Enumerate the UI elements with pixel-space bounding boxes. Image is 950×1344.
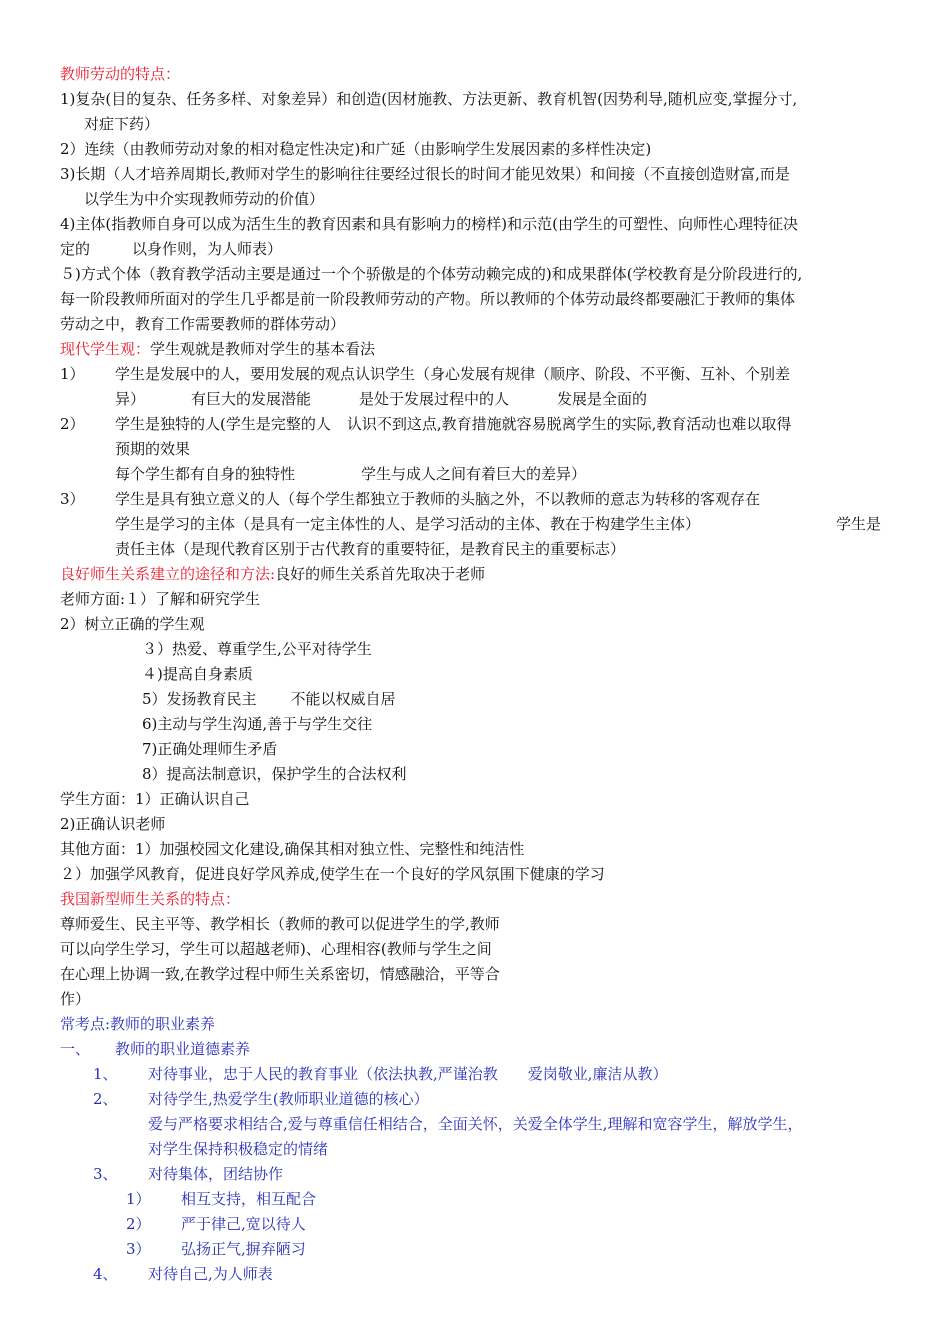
text-line [115,414,791,434]
text-line [115,389,647,409]
definition-text: 学生观就是教师对学生的基本看法 [150,340,376,358]
text-line [142,689,396,709]
text-line: ２）加强学风教育，促进良好学风养成,使学生在一个良好的学风氛围下健康的学习 [60,865,605,883]
text-line: 学生是 [836,515,882,533]
section-heading-teacher-labor: 教师劳动的特点： [60,65,181,83]
subsection-heading: 教师的职业道德素养 [115,1040,251,1058]
text-fragment: 定的 [60,240,91,258]
text-fragment: 对待事业，忠于人民的教育事业（依法执教,严谨治教 [148,1065,498,1083]
text-line: 老师方面:１）了解和研究学生 [60,590,261,608]
text-line: 劳动之中，教育工作需要教师的群体劳动） [60,315,346,333]
text-line: 7)正确处理师生矛盾 [142,740,278,758]
text-line: 弘扬正气,摒弃陋习 [181,1240,306,1258]
section-heading-relationship-methods: 良好师生关系建立的途径和方法: [60,565,276,583]
text-line: 作） [60,990,91,1008]
text-fragment: 学生是独特的人(学生是完整的人 [115,415,331,433]
list-number: 3） [126,1240,151,1258]
list-number: 一、 [60,1040,91,1058]
text-line: 对待学生,热爱学生(教师职业道德的核心） [148,1090,429,1108]
text-line: 2)正确认识老师 [60,815,166,833]
text-line: ４)提高自身素质 [142,665,253,683]
text-line: 2）树立正确的学生观 [60,615,205,633]
text-fragment: 异） [115,390,146,408]
list-number: 2） [60,415,85,433]
text-fragment: 不能以权威自居 [290,690,396,708]
text-fragment: 5）发扬教育民主 [142,690,257,708]
text-line: 8）提高法制意识，保护学生的合法权利 [142,765,407,783]
text-line: 预期的效果 [115,440,191,458]
text-line: 严于律己,宽以待人 [181,1215,306,1233]
text-line: ５)方式个体（教育教学活动主要是通过一个个骄傲是的个体劳动赖完成的)和成果群体(学校教育是分阶段进行的, [60,265,803,283]
text-fragment: 每个学生都有自身的独特性 [115,465,296,483]
section-heading-new-relationship: 我国新型师生关系的特点： [60,890,241,908]
text-line [60,239,282,259]
text-fragment: 爱岗敬业,廉洁从教） [527,1065,668,1083]
text-fragment: 发展是全面的 [557,390,648,408]
text-line: 4)主体(指教师自身可以成为活生生的教育因素和具有影响力的榜样)和示范(由学生的可塑性、向师性心理特征决 [60,215,798,233]
text-line: 学生方面：1）正确认识自己 [60,790,250,808]
text-line: 其他方面：1）加强校园文化建设,确保其相对独立性、完整性和纯洁性 [60,840,525,858]
text-line: 责任主体（是现代教育区别于古代教育的重要特征，是教育民主的重要标志） [115,540,626,558]
text-line: 对学生保持积极稳定的情绪 [148,1140,329,1158]
text-fragment: 是处于发展过程中的人 [359,390,510,408]
text-line: 对待自己,为人师表 [148,1265,273,1283]
text-fragment: 学生与成人之间有着巨大的差异） [361,465,587,483]
text-line: 以学生为中介实现教师劳动的价值） [84,190,325,208]
text-line: 可以向学生学习，学生可以超越老师)、心理相容(教师与学生之间 [60,940,492,958]
text-line [148,1064,668,1084]
text-line: 相互支持，相互配合 [181,1190,317,1208]
list-number: 2） [126,1215,151,1233]
text-line [115,464,586,484]
list-number: 2、 [93,1090,118,1108]
list-number: 4、 [93,1265,118,1283]
list-number: 1） [126,1190,151,1208]
list-number: 1、 [93,1065,118,1083]
section-heading-line [60,564,485,584]
text-line: 对症下药） [84,115,160,133]
section-heading-student-view: 现代学生观： [60,340,151,358]
section-heading-line [60,339,375,359]
text-line: 每一阶段教师所面对的学生几乎都是前一阶段教师劳动的产物。所以教师的个体劳动最终都要融汇于教师的集体 [60,290,796,308]
text-line: ３）热爱、尊重学生,公平对待学生 [142,640,372,658]
text-line: 在心理上协调一致,在教学过程中师生关系密切，情感融洽，平等合 [60,965,500,983]
list-number: 1） [60,365,85,383]
text-line: 3)长期（人才培养周期长,教师对学生的影响往往要经过很长的时间才能见效果）和间接（不直接创造财富,而是 [60,165,790,183]
text-line: 2）连续（由教师劳动对象的相对稳定性决定)和广延（由影响学生发展因素的多样性决定) [60,140,652,158]
section-heading-professional-quality: 常考点:教师的职业素养 [60,1015,216,1033]
heading-tail-text: 良好的师生关系首先取决于老师 [275,565,486,583]
text-line: 学生是具有独立意义的人（每个学生都独立于教师的头脑之外，不以教师的意志为转移的客观存在 [115,490,761,508]
text-line: 爱与严格要求相结合,爱与尊重信任相结合，全面关怀，关爱全体学生,理解和宽容学生，解放学生， [148,1115,803,1133]
text-line: 6)主动与学生沟通,善于与学生交往 [142,715,373,733]
text-fragment: 以身作则，为人师表） [132,240,283,258]
text-line: 尊师爱生、民主平等、教学相长（教师的教可以促进学生的学,教师 [60,915,500,933]
text-line: 对待集体，团结协作 [148,1165,284,1183]
list-number: 3、 [93,1165,118,1183]
text-line: 1)复杂(目的复杂、任务多样、对象差异）和创造(因材施教、方法更新、教育机智(因势利导,随机应变,掌握分寸, [60,90,798,108]
text-fragment: 认识不到这点,教育措施就容易脱离学生的实际,教育活动也难以取得 [346,415,792,433]
text-line: 学生是学习的主体（是具有一定主体性的人、是学习活动的主体、教在于构建学生主体） [115,515,701,533]
text-fragment: 有巨大的发展潜能 [191,390,312,408]
list-number: 3） [60,490,85,508]
text-line: 学生是发展中的人，要用发展的观点认识学生（身心发展有规律（顺序、阶段、不平衡、互补、个别差 [115,365,791,383]
